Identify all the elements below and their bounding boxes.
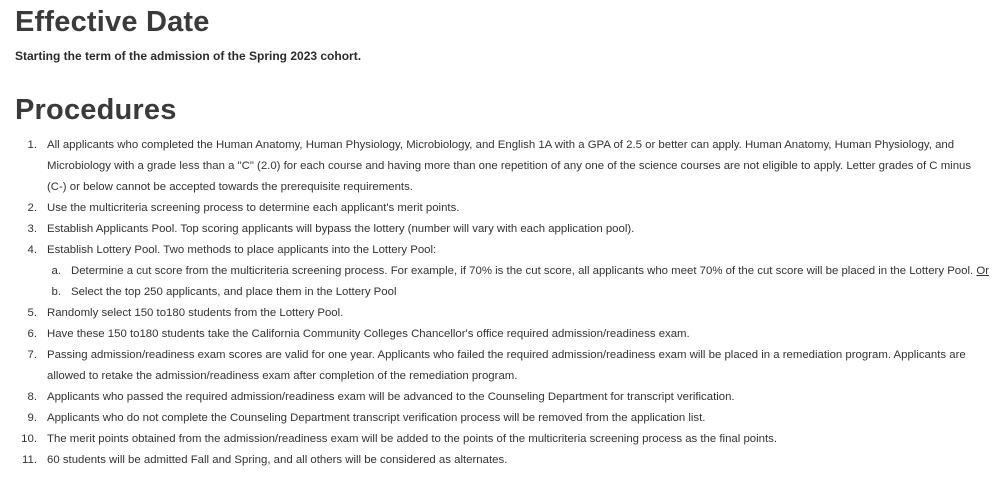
item-text: Use the multicriteria screening process to determine each applicant's merit points. — [47, 202, 460, 214]
sub-item-text: Determine a cut score from the multicriteria screening process. For example, if 70% is the cut score, all applicants who meet 70% of the cut score will be placed in the Lottery Pool. — [71, 265, 977, 277]
sub-item-letter: b. — [51, 286, 61, 298]
item-number: 1. — [27, 139, 37, 151]
item-text: The merit points obtained from the admission/readiness exam will be added to the points of the multicriteria screening process as the final points. — [47, 433, 778, 445]
list-item — [15, 135, 990, 198]
item-number: 11. — [22, 454, 37, 466]
sub-list-item — [47, 282, 990, 303]
sub-list — [47, 261, 990, 303]
list-item — [15, 219, 990, 240]
item-text: Establish Applicants Pool. Top scoring applicants will bypass the lottery (number will vary with each application pool). — [47, 223, 635, 235]
item-number: 10. — [21, 433, 37, 445]
item-number: 4. — [27, 244, 37, 256]
or-link[interactable]: Or — [976, 265, 989, 277]
item-number: 6. — [27, 328, 37, 340]
procedures-heading: Procedures — [15, 94, 177, 126]
effective-date-heading: Effective Date — [15, 6, 210, 38]
item-number: 9. — [27, 412, 37, 424]
item-text: All applicants who completed the Human Anatomy, Human Physiology, Microbiology, and English 1A with a GPA of 2.5 or better can apply. Human Anatomy, Human Physiology, and Microbiology with a grade less than a "C" (2.0) for each course and having more than one repetition of any one of the science courses are not eligible to apply. Letter grades of C minus (C-) or below cannot be accepted towards the prerequisite requirements. — [47, 139, 972, 193]
list-item — [15, 429, 990, 450]
list-item — [15, 198, 990, 219]
item-number: 3. — [27, 223, 37, 235]
item-text: Applicants who passed the required admission/readiness exam will be advanced to the Counseling Department for transcript verification. — [47, 391, 735, 403]
sub-list-item — [47, 261, 990, 282]
item-text: Randomly select 150 to180 students from the Lottery Pool. — [47, 307, 344, 319]
item-number: 8. — [27, 391, 37, 403]
item-number: 2. — [27, 202, 37, 214]
procedures-list — [15, 135, 990, 471]
sub-item-letter: a. — [51, 265, 61, 277]
list-item — [15, 303, 990, 324]
sub-item-text: Select the top 250 applicants, and place them in the Lottery Pool — [71, 286, 397, 298]
list-item — [15, 387, 990, 408]
item-text: Have these 150 to180 students take the California Community Colleges Chancellor's office required admission/readiness exam. — [47, 328, 690, 340]
item-text: 60 students will be admitted Fall and Spring, and all others will be considered as alternates. — [47, 454, 508, 466]
item-number: 7. — [27, 349, 37, 361]
list-item — [15, 408, 990, 429]
list-item — [15, 240, 990, 303]
list-item — [15, 324, 990, 345]
list-item — [15, 450, 990, 471]
item-text: Applicants who do not complete the Counseling Department transcript verification process will be removed from the application list. — [47, 412, 706, 424]
item-number: 5. — [27, 307, 37, 319]
list-item — [15, 345, 990, 387]
effective-date-text: Starting the term of the admission of the Spring 2023 cohort. — [15, 49, 362, 63]
item-text: Establish Lottery Pool. Two methods to place applicants into the Lottery Pool: — [47, 244, 437, 256]
item-text: Passing admission/readiness exam scores are valid for one year. Applicants who failed the required admission/readiness exam will be placed in a remediation program. Applicants are allowed to retake the admission/readiness exam after completion of the remediation program. — [47, 349, 966, 382]
